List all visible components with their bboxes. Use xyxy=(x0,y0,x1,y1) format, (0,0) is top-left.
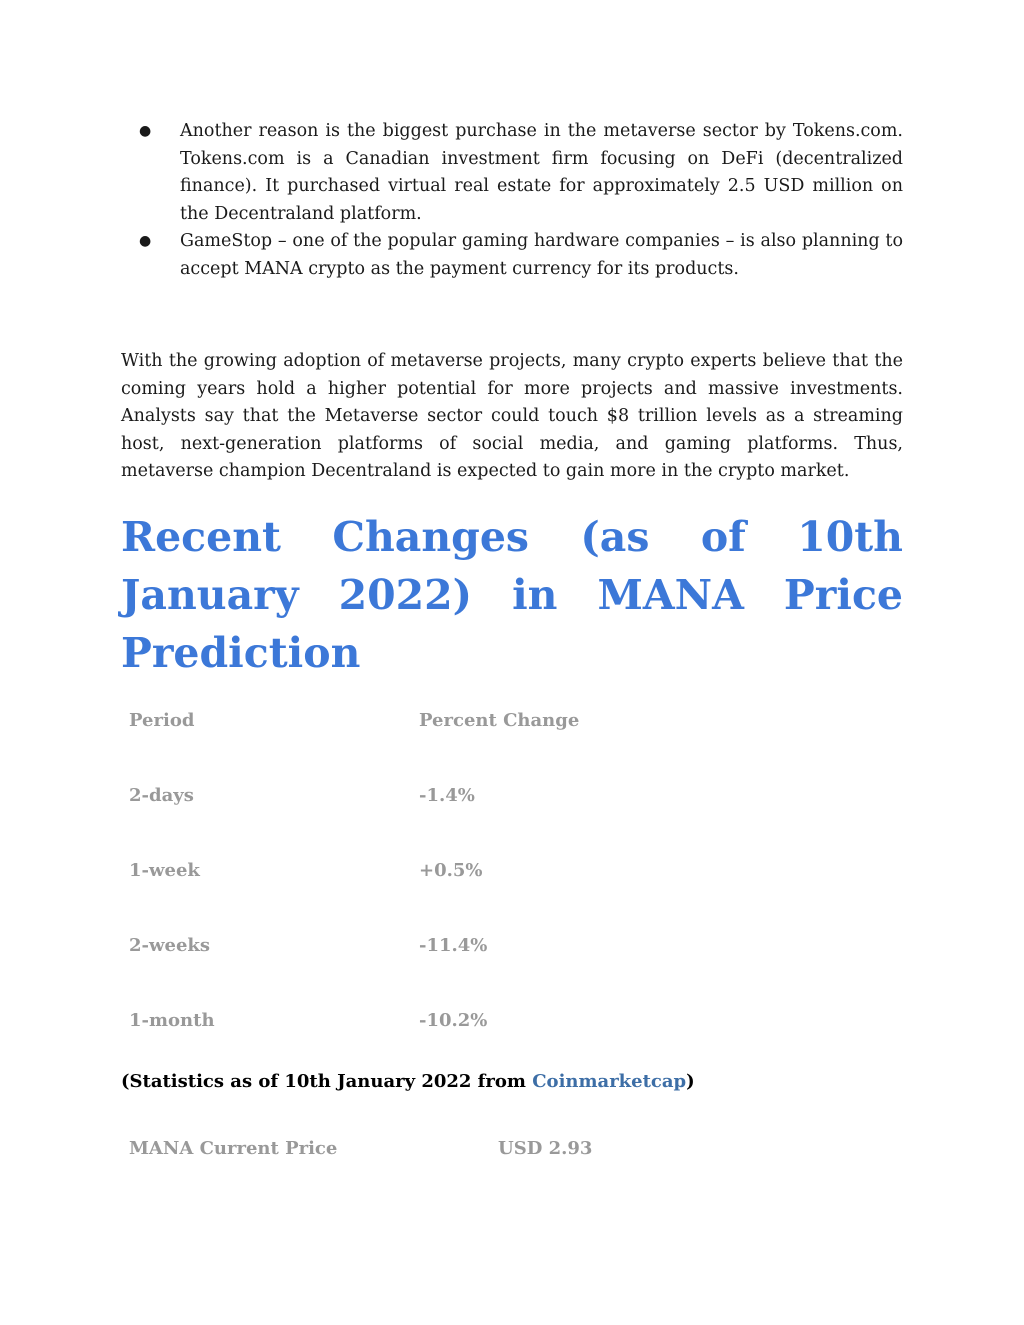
current-price-row xyxy=(121,1138,903,1159)
current-price-label: MANA Current Price xyxy=(129,1137,338,1159)
bullet-icon: ● xyxy=(139,233,152,249)
document-page xyxy=(121,118,903,1159)
bullet-text: GameStop – one of the popular gaming hardware companies – is also planning to accept MANA crypto as the payment currency for its products. xyxy=(180,231,903,279)
period-cell: 2-days xyxy=(129,784,194,806)
table-row xyxy=(121,860,721,935)
period-cell: 1-week xyxy=(129,859,200,881)
price-change-table xyxy=(121,710,721,1085)
table-header-row xyxy=(121,710,721,785)
table-row xyxy=(121,935,721,1010)
coinmarketcap-link[interactable]: Coinmarketcap xyxy=(532,1070,687,1092)
percent-cell: -10.2% xyxy=(419,1009,488,1031)
statistics-note xyxy=(121,1071,903,1092)
list-item xyxy=(121,228,903,283)
percent-cell: -11.4% xyxy=(419,934,488,956)
bullet-list xyxy=(121,118,903,283)
table-row xyxy=(121,785,721,860)
period-cell: 1-month xyxy=(129,1009,215,1031)
bullet-text: Another reason is the biggest purchase in the metaverse sector by Tokens.com. Tokens.com is a Canadian investment firm focusing on DeFi (decentralized finance). It purchased virtual real estate for approximately 2.5 USD million on the Decentraland platform. xyxy=(180,121,903,224)
bullet-icon: ● xyxy=(139,123,152,139)
statistics-prefix: (Statistics as of 10th January 2022 from xyxy=(121,1070,533,1092)
percent-cell: -1.4% xyxy=(419,784,475,806)
period-cell: 2-weeks xyxy=(129,934,210,956)
list-item xyxy=(121,118,903,228)
statistics-suffix: ) xyxy=(686,1070,695,1092)
section-heading: Recent Changes (as of 10th January 2022) in MANA Price Prediction xyxy=(121,512,903,677)
column-header-percent: Percent Change xyxy=(419,709,580,731)
current-price-value: USD 2.93 xyxy=(498,1137,593,1159)
percent-cell: +0.5% xyxy=(419,859,483,881)
body-paragraph: With the growing adoption of metaverse projects, many crypto experts believe that the coming years hold a higher potential for more projects and massive investments. Analysts say that the Metaverse sector could touch $8 trillion levels as a streaming host, next-generation platforms of social media, and gaming platforms. Thus, metaverse champion Decentraland is expected to gain more in the crypto market. xyxy=(121,351,903,481)
column-header-period: Period xyxy=(129,709,195,731)
